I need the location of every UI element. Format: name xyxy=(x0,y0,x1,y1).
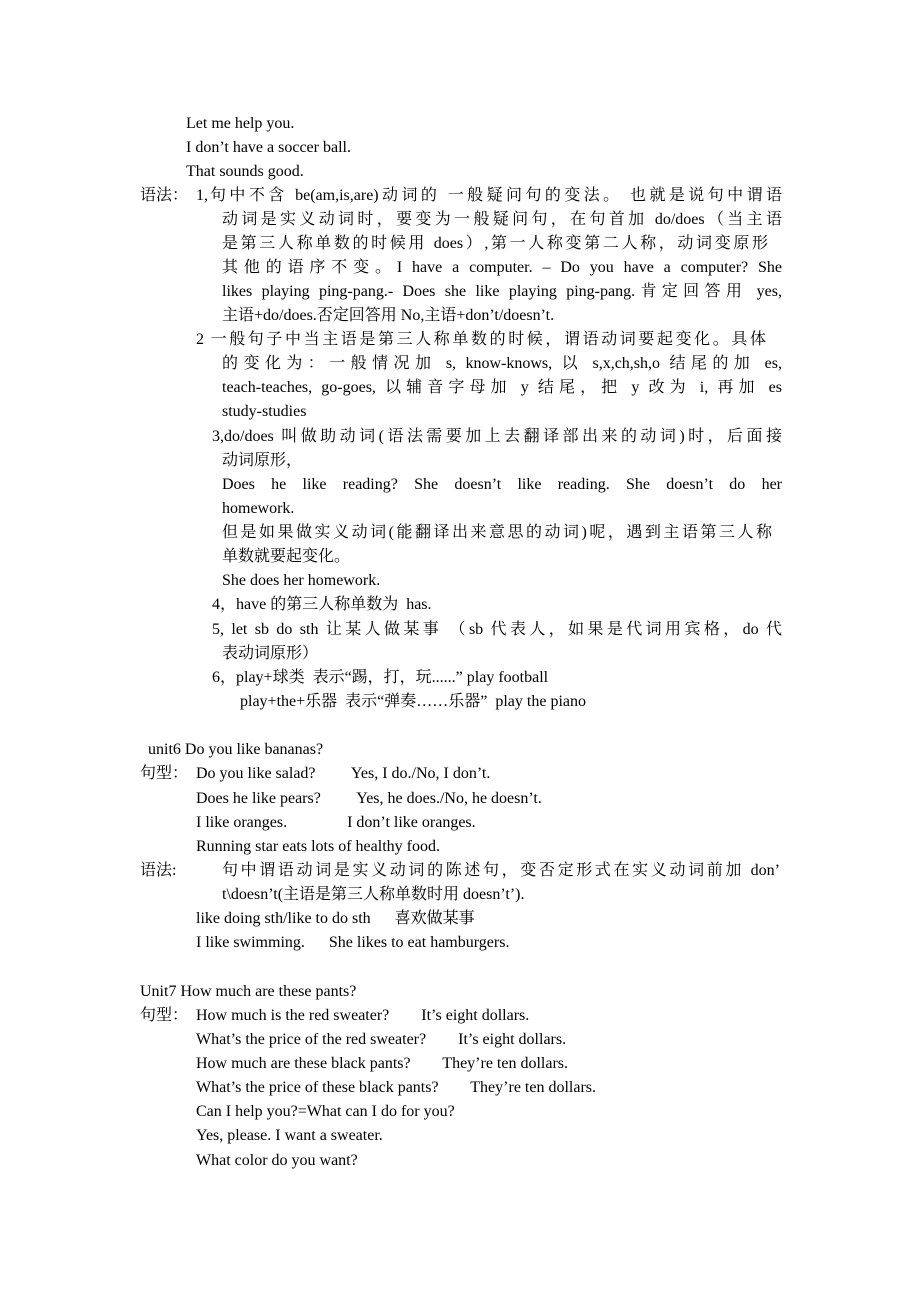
grammar-text-line: 的变化为：一般情况加 s, know-knows, 以 s,x,ch,sh,o 结尾的加 es, xyxy=(222,355,782,372)
grammar-text-line: 2 一般句子中当主语是第三人称单数的时候，谓语动词要起变化。具体 xyxy=(196,331,766,348)
pattern-line: How much are these black pants? They’re ten dollars. xyxy=(196,1055,569,1072)
grammar-text-line: 4，have 的第三人称单数为 has. xyxy=(212,596,432,613)
grammar-text-line: 其他的语序不变。I have a computer. – Do you have a computer? She xyxy=(222,259,782,276)
pattern-label: 句型： xyxy=(140,1007,189,1024)
pattern-line: What color do you want? xyxy=(196,1152,358,1169)
grammar-text-line: 句中不含 be(am,is,are)动词的 一般疑问句的变法。 也就是说句中谓语 xyxy=(210,187,782,204)
pattern-line: I like oranges. I don’t like oranges. xyxy=(196,814,476,831)
grammar-item-number: 1, xyxy=(196,187,208,204)
grammar-text-line: 但是如果做实义动词(能翻译出来意思的动词)呢，遇到主语第三人称 xyxy=(222,524,772,541)
unit-title: unit6 Do you like bananas? xyxy=(148,741,324,758)
grammar-text-line: t\doesn’t(主语是第三人称单数时用 doesn’t’). xyxy=(222,886,525,903)
pattern-line: What’s the price of the red sweater? It’s eight dollars. xyxy=(196,1031,567,1048)
grammar-text-line: homework. xyxy=(222,500,295,517)
pattern-line: Do you like salad? Yes, I do./No, I don’t. xyxy=(196,765,491,782)
pattern-line: Does he like pears? Yes, he does./No, he doesn’t. xyxy=(196,790,542,807)
grammar-text-line: study-studies xyxy=(222,403,307,420)
pattern-line: Yes, please. I want a sweater. xyxy=(196,1127,383,1144)
sentence-line: Let me help you. xyxy=(186,115,295,132)
usage-line: like doing sth/like to do sth 喜欢做某事 xyxy=(196,910,475,927)
grammar-text-line: 单数就要起变化。 xyxy=(222,548,351,565)
unit-title: Unit7 How much are these pants? xyxy=(140,983,357,1000)
grammar-text-line: play+the+乐器 表示“弹奏……乐器” play the piano xyxy=(240,693,586,710)
pattern-line: How much is the red sweater? It’s eight dollars. xyxy=(196,1007,530,1024)
grammar-label: 语法： xyxy=(140,187,189,204)
grammar-text-line: 句中谓语动词是实义动词的陈述句，变否定形式在实义动词前加 don’ xyxy=(222,862,780,879)
grammar-text-line: likes playing ping-pang.- Does she like playing ping-pang.肯定回答用 yes, xyxy=(222,283,782,300)
pattern-label: 句型： xyxy=(140,765,189,782)
grammar-text-line: 主语+do/does.否定回答用 No,主语+don’t/doesn’t. xyxy=(222,307,555,324)
sentence-line: I don’t have a soccer ball. xyxy=(186,139,351,156)
grammar-text-line: 5, let sb do sth 让某人做某事 （sb 代表人，如果是代词用宾格，do 代 xyxy=(212,621,782,638)
grammar-text-line: 是第三人称单数的时候用 does）,第一人称变第二人称，动词变原形 xyxy=(222,235,768,252)
sentence-line: That sounds good. xyxy=(186,163,304,180)
grammar-text-line: 动词原形， xyxy=(222,452,303,469)
grammar-text-line: She does her homework. xyxy=(222,572,381,589)
grammar-text-line: 动词是实义动词时，要变为一般疑问句，在句首加 do/does（当主语 xyxy=(222,211,782,228)
grammar-text-line: 6，play+球类 表示“踢，打，玩......” play football xyxy=(212,669,549,686)
usage-line: I like swimming. She likes to eat hamburgers. xyxy=(196,934,510,951)
grammar-label: 语法: xyxy=(140,862,177,879)
pattern-line: Running star eats lots of healthy food. xyxy=(196,838,440,855)
grammar-text-line: 表动词原形） xyxy=(222,645,319,662)
grammar-text-line: 3,do/does 叫做助动词(语法需要加上去翻译部出来的动词)时，后面接 xyxy=(212,428,782,445)
pattern-line: Can I help you?=What can I do for you? xyxy=(196,1103,455,1120)
grammar-text-line: teach-teaches, go-goes, 以辅音字母加 y 结尾，把 y 改为 i, 再加 es xyxy=(222,379,782,396)
grammar-text-line: Does he like reading? She doesn’t like reading. She doesn’t do her xyxy=(222,476,782,493)
pattern-line: What’s the price of these black pants? They’re ten dollars. xyxy=(196,1079,597,1096)
